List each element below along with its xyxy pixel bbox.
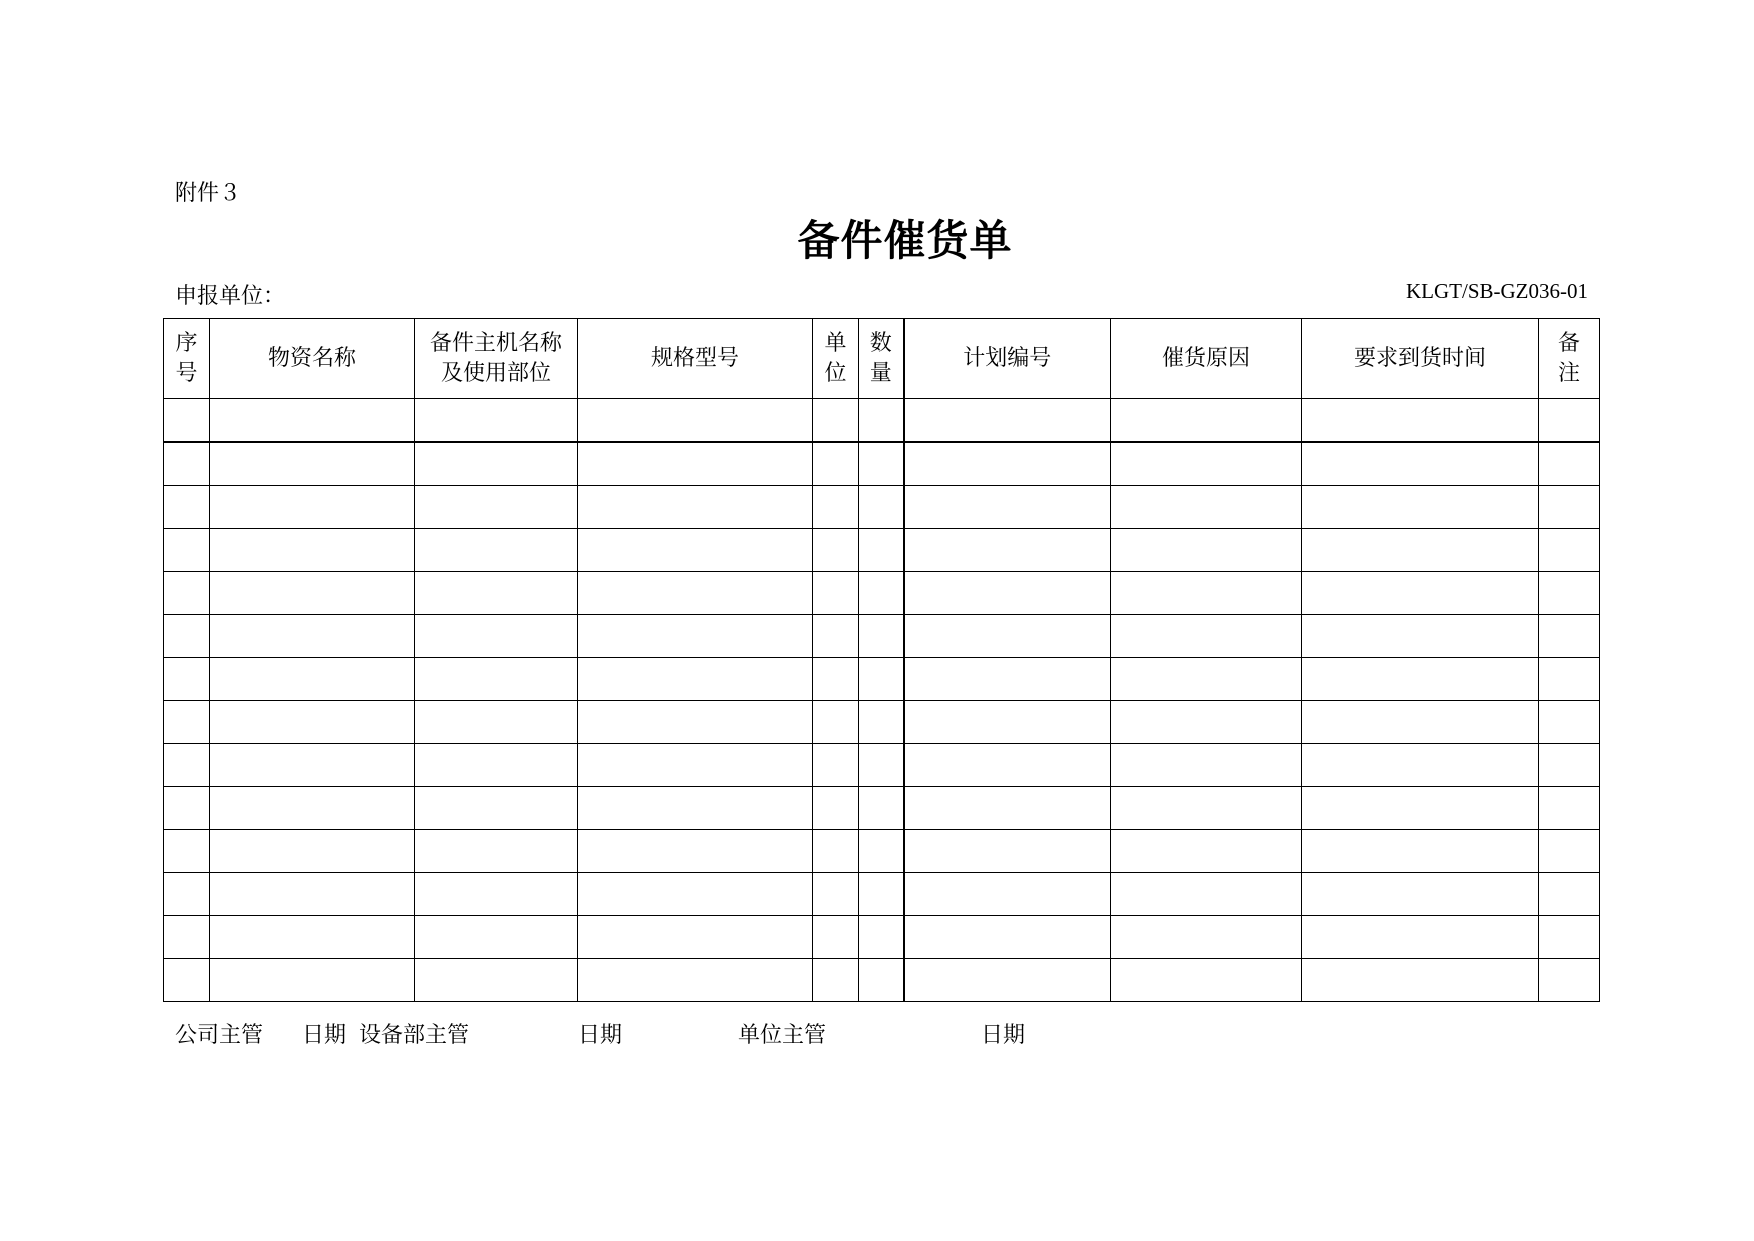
- cell-urge-reason[interactable]: [1111, 701, 1302, 744]
- cell-material-name[interactable]: [210, 442, 415, 486]
- cell-plan-number[interactable]: [904, 830, 1111, 873]
- table-row: [164, 873, 1600, 916]
- cell-remarks[interactable]: [1539, 529, 1600, 572]
- cell-required-arrival-time[interactable]: [1302, 701, 1539, 744]
- cell-host-name-and-location[interactable]: [415, 572, 578, 615]
- cell-serial-number[interactable]: [164, 572, 210, 615]
- cell-quantity[interactable]: [859, 873, 904, 916]
- header-urge-reason: 催货原因: [1111, 319, 1302, 399]
- cell-unit[interactable]: [813, 787, 859, 830]
- cell-quantity[interactable]: [859, 658, 904, 701]
- table-row: [164, 442, 1600, 486]
- table-row: [164, 658, 1600, 701]
- cell-urge-reason[interactable]: [1111, 959, 1302, 1002]
- header-specification-model: 规格型号: [578, 319, 813, 399]
- cell-specification-model[interactable]: [578, 615, 813, 658]
- cell-remarks[interactable]: [1539, 959, 1600, 1002]
- cell-unit[interactable]: [813, 572, 859, 615]
- cell-remarks[interactable]: [1539, 572, 1600, 615]
- cell-quantity[interactable]: [859, 486, 904, 529]
- cell-specification-model[interactable]: [578, 916, 813, 959]
- urge-goods-table: [163, 318, 1600, 1002]
- cell-plan-number[interactable]: [904, 787, 1111, 830]
- cell-plan-number[interactable]: [904, 529, 1111, 572]
- cell-required-arrival-time[interactable]: [1302, 658, 1539, 701]
- cell-serial-number[interactable]: [164, 529, 210, 572]
- cell-plan-number[interactable]: [904, 486, 1111, 529]
- page-title: 备件催货单: [797, 216, 1013, 265]
- cell-unit[interactable]: [813, 486, 859, 529]
- cell-remarks[interactable]: [1539, 701, 1600, 744]
- cell-specification-model[interactable]: [578, 529, 813, 572]
- cell-host-name-and-location[interactable]: [415, 787, 578, 830]
- cell-quantity[interactable]: [859, 916, 904, 959]
- cell-host-name-and-location[interactable]: [415, 959, 578, 1002]
- cell-unit[interactable]: [813, 658, 859, 701]
- cell-material-name[interactable]: [210, 959, 415, 1002]
- cell-specification-model[interactable]: [578, 830, 813, 873]
- header-required-arrival-time: 要求到货时间: [1302, 319, 1539, 399]
- cell-material-name[interactable]: [210, 486, 415, 529]
- cell-remarks[interactable]: [1539, 744, 1600, 787]
- cell-specification-model[interactable]: [578, 572, 813, 615]
- cell-specification-model[interactable]: [578, 959, 813, 1002]
- reporter-label: 申报单位：: [175, 284, 286, 309]
- cell-required-arrival-time[interactable]: [1302, 486, 1539, 529]
- cell-quantity[interactable]: [859, 572, 904, 615]
- cell-plan-number[interactable]: [904, 615, 1111, 658]
- cell-host-name-and-location[interactable]: [415, 916, 578, 959]
- cell-remarks[interactable]: [1539, 830, 1600, 873]
- cell-required-arrival-time[interactable]: [1302, 529, 1539, 572]
- cell-serial-number[interactable]: [164, 873, 210, 916]
- cell-material-name[interactable]: [210, 873, 415, 916]
- cell-specification-model[interactable]: [578, 701, 813, 744]
- cell-remarks[interactable]: [1539, 486, 1600, 529]
- cell-material-name[interactable]: [210, 830, 415, 873]
- cell-urge-reason[interactable]: [1111, 572, 1302, 615]
- cell-urge-reason[interactable]: [1111, 529, 1302, 572]
- table-row: [164, 399, 1600, 443]
- footer-equipment-dept-supervisor: 设备部主管: [359, 1023, 470, 1048]
- header-host-name-and-location: 备件主机名称 及使用部位: [415, 319, 578, 399]
- table-row: [164, 787, 1600, 830]
- cell-material-name[interactable]: [210, 399, 415, 443]
- cell-material-name[interactable]: [210, 572, 415, 615]
- cell-required-arrival-time[interactable]: [1302, 572, 1539, 615]
- cell-remarks[interactable]: [1539, 615, 1600, 658]
- cell-urge-reason[interactable]: [1111, 830, 1302, 873]
- cell-serial-number[interactable]: [164, 744, 210, 787]
- cell-quantity[interactable]: [859, 959, 904, 1002]
- table-row: [164, 959, 1600, 1002]
- header-unit: 单 位: [813, 319, 859, 399]
- cell-host-name-and-location[interactable]: [415, 658, 578, 701]
- cell-unit[interactable]: [813, 701, 859, 744]
- cell-urge-reason[interactable]: [1111, 658, 1302, 701]
- cell-urge-reason[interactable]: [1111, 873, 1302, 916]
- header-quantity: 数 量: [859, 319, 904, 399]
- cell-required-arrival-time[interactable]: [1302, 873, 1539, 916]
- cell-serial-number[interactable]: [164, 658, 210, 701]
- cell-remarks[interactable]: [1539, 916, 1600, 959]
- cell-unit[interactable]: [813, 615, 859, 658]
- cell-plan-number[interactable]: [904, 658, 1111, 701]
- cell-unit[interactable]: [813, 830, 859, 873]
- table-header-row: [164, 319, 1600, 399]
- cell-quantity[interactable]: [859, 529, 904, 572]
- cell-remarks[interactable]: [1539, 399, 1600, 443]
- footer-unit-supervisor: 单位主管: [738, 1023, 827, 1048]
- table-row: [164, 486, 1600, 529]
- cell-specification-model[interactable]: [578, 873, 813, 916]
- header-serial-number: 序 号: [164, 319, 210, 399]
- cell-unit[interactable]: [813, 873, 859, 916]
- cell-quantity[interactable]: [859, 701, 904, 744]
- cell-host-name-and-location[interactable]: [415, 615, 578, 658]
- cell-host-name-and-location[interactable]: [415, 486, 578, 529]
- footer-company-supervisor: 公司主管: [175, 1023, 264, 1048]
- cell-serial-number[interactable]: [164, 615, 210, 658]
- cell-quantity[interactable]: [859, 744, 904, 787]
- cell-urge-reason[interactable]: [1111, 787, 1302, 830]
- footer-date-1: 日期: [302, 1023, 347, 1048]
- cell-host-name-and-location[interactable]: [415, 701, 578, 744]
- cell-material-name[interactable]: [210, 744, 415, 787]
- cell-remarks[interactable]: [1539, 658, 1600, 701]
- cell-quantity[interactable]: [859, 615, 904, 658]
- cell-urge-reason[interactable]: [1111, 442, 1302, 486]
- cell-material-name[interactable]: [210, 701, 415, 744]
- cell-plan-number[interactable]: [904, 701, 1111, 744]
- cell-remarks[interactable]: [1539, 787, 1600, 830]
- cell-host-name-and-location[interactable]: [415, 830, 578, 873]
- cell-serial-number[interactable]: [164, 959, 210, 1002]
- cell-required-arrival-time[interactable]: [1302, 744, 1539, 787]
- header-material-name: 物资名称: [210, 319, 415, 399]
- cell-urge-reason[interactable]: [1111, 916, 1302, 959]
- cell-plan-number[interactable]: [904, 873, 1111, 916]
- cell-plan-number[interactable]: [904, 744, 1111, 787]
- cell-material-name[interactable]: [210, 916, 415, 959]
- cell-host-name-and-location[interactable]: [415, 744, 578, 787]
- cell-material-name[interactable]: [210, 615, 415, 658]
- footer-date-2: 日期: [578, 1023, 623, 1048]
- cell-specification-model[interactable]: [578, 486, 813, 529]
- cell-material-name[interactable]: [210, 787, 415, 830]
- cell-required-arrival-time[interactable]: [1302, 615, 1539, 658]
- cell-unit[interactable]: [813, 399, 859, 443]
- table-row: [164, 572, 1600, 615]
- header-remarks: 备 注: [1539, 319, 1600, 399]
- cell-urge-reason[interactable]: [1111, 399, 1302, 443]
- table-row: [164, 701, 1600, 744]
- cell-urge-reason[interactable]: [1111, 615, 1302, 658]
- cell-quantity[interactable]: [859, 399, 904, 443]
- header-plan-number: 计划编号: [904, 319, 1111, 399]
- document-code: KLGT/SB-GZ036-01: [1406, 279, 1588, 303]
- table-row: [164, 830, 1600, 873]
- cell-serial-number[interactable]: [164, 442, 210, 486]
- cell-required-arrival-time[interactable]: [1302, 442, 1539, 486]
- attachment-label: 附件３: [175, 181, 242, 206]
- cell-host-name-and-location[interactable]: [415, 529, 578, 572]
- table-row: [164, 615, 1600, 658]
- cell-specification-model[interactable]: [578, 658, 813, 701]
- table-row: [164, 529, 1600, 572]
- cell-specification-model[interactable]: [578, 399, 813, 443]
- cell-quantity[interactable]: [859, 442, 904, 486]
- cell-serial-number[interactable]: [164, 701, 210, 744]
- cell-plan-number[interactable]: [904, 959, 1111, 1002]
- cell-plan-number[interactable]: [904, 442, 1111, 486]
- cell-unit[interactable]: [813, 916, 859, 959]
- cell-host-name-and-location[interactable]: [415, 873, 578, 916]
- cell-serial-number[interactable]: [164, 787, 210, 830]
- cell-urge-reason[interactable]: [1111, 486, 1302, 529]
- cell-urge-reason[interactable]: [1111, 744, 1302, 787]
- cell-plan-number[interactable]: [904, 572, 1111, 615]
- cell-unit[interactable]: [813, 442, 859, 486]
- cell-unit[interactable]: [813, 744, 859, 787]
- cell-material-name[interactable]: [210, 529, 415, 572]
- cell-unit[interactable]: [813, 529, 859, 572]
- cell-unit[interactable]: [813, 959, 859, 1002]
- cell-plan-number[interactable]: [904, 399, 1111, 443]
- cell-specification-model[interactable]: [578, 787, 813, 830]
- cell-required-arrival-time[interactable]: [1302, 959, 1539, 1002]
- cell-remarks[interactable]: [1539, 442, 1600, 486]
- cell-required-arrival-time[interactable]: [1302, 916, 1539, 959]
- cell-serial-number[interactable]: [164, 399, 210, 443]
- cell-specification-model[interactable]: [578, 744, 813, 787]
- cell-quantity[interactable]: [859, 830, 904, 873]
- cell-required-arrival-time[interactable]: [1302, 830, 1539, 873]
- cell-specification-model[interactable]: [578, 442, 813, 486]
- cell-serial-number[interactable]: [164, 486, 210, 529]
- cell-host-name-and-location[interactable]: [415, 442, 578, 486]
- table-row: [164, 744, 1600, 787]
- cell-serial-number[interactable]: [164, 916, 210, 959]
- footer-date-3: 日期: [981, 1023, 1026, 1048]
- cell-serial-number[interactable]: [164, 830, 210, 873]
- cell-required-arrival-time[interactable]: [1302, 787, 1539, 830]
- cell-required-arrival-time[interactable]: [1302, 399, 1539, 443]
- table-row: [164, 916, 1600, 959]
- cell-material-name[interactable]: [210, 658, 415, 701]
- cell-quantity[interactable]: [859, 787, 904, 830]
- cell-plan-number[interactable]: [904, 916, 1111, 959]
- cell-host-name-and-location[interactable]: [415, 399, 578, 443]
- cell-remarks[interactable]: [1539, 873, 1600, 916]
